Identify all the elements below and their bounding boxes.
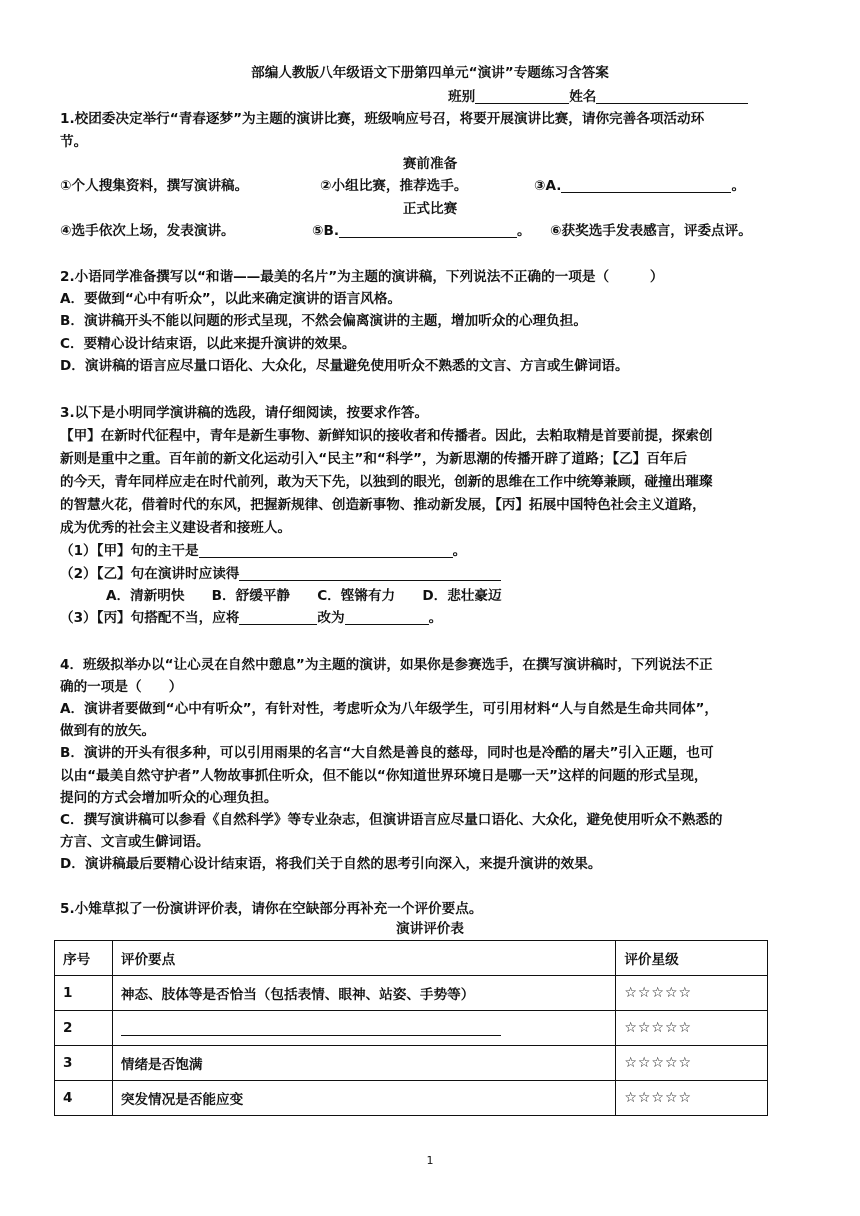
q3-blank-3b[interactable]	[345, 608, 429, 625]
row-number: 4	[55, 1081, 113, 1116]
table-row	[55, 976, 768, 1011]
table-title: 演讲评价表	[396, 921, 464, 937]
star-rating: ☆☆☆☆☆	[616, 976, 768, 1011]
q4-option-c-line1: C．撰写演讲稿可以参看《自然科学》等专业杂志，但演讲语言应尽量口语化、大众化，避免使用听众不熟悉的	[60, 812, 723, 828]
page-title: 部编人教版八年级语文下册第四单元“演讲”专题练习含答案	[251, 65, 609, 81]
q1-item-3: ③A. 。	[534, 178, 746, 194]
q2-stem: 2.小语同学准备撰写以“和谐——最美的名片”为主题的演讲稿，下列说法不正确的一项是（ ）	[60, 269, 664, 285]
q1-item-5: ⑤B. 。	[312, 223, 531, 239]
q4-stem-line2: 确的一项是（ ）	[60, 679, 183, 695]
q3-passage-line3: 的今天，青年同样应走在时代前列，敢为天下先，以独到的眼光，创新的思维在工作中统筹兼顾，碰撞出璀璨	[60, 474, 713, 490]
q4-option-d: D．演讲稿最后要精心设计结束语，将我们关于自然的思考引向深入，来提升演讲的效果。	[60, 856, 602, 872]
q3-blank-2[interactable]	[239, 564, 501, 581]
header-rating: 评价星级	[616, 941, 768, 976]
q4-stem-line1: 4．班级拟举办以“让心灵在自然中憩息”为主题的演讲，如果你是参赛选手，在撰写演讲稿时，下列说法不正	[60, 657, 713, 673]
q1-heading-prep: 赛前准备	[402, 156, 458, 172]
name-blank[interactable]	[596, 87, 748, 104]
q3-passage-line4: 的智慧火花，借着时代的东风，把握新规律、创造新事物、推动新发展，【丙】拓展中国特色社会主义道路，	[60, 497, 706, 513]
q3-blank-3a[interactable]	[239, 608, 317, 625]
row-point: 神态、肢体等是否恰当（包括表情、眼神、站姿、手势等）	[112, 976, 615, 1011]
student-info	[448, 86, 748, 108]
q1-stem-line1: 1.校团委决定举行“青春逐梦”为主题的演讲比赛，班级响应号召，将要开展演讲比赛，请你完善各项活动环	[60, 111, 705, 127]
class-blank[interactable]	[475, 87, 569, 104]
q4-option-a-line2: 做到有的放矢。	[60, 723, 156, 739]
star-rating: ☆☆☆☆☆	[616, 1081, 768, 1116]
table-row	[55, 1081, 768, 1116]
row-number: 3	[55, 1046, 113, 1081]
q1-heading-formal: 正式比赛	[402, 201, 458, 217]
q2-option-d: D．演讲稿的语言应尽量口语化、大众化，尽量避免使用听众不熟悉的文言、方言或生僻词语。	[60, 358, 629, 374]
q3-blank-1[interactable]	[199, 541, 453, 558]
q3-sub-2: （2）【乙】句在演讲时应读得	[60, 563, 501, 585]
q1-item-1: ①个人搜集资料，撰写演讲稿。	[60, 178, 249, 194]
row-point: 情绪是否饱满	[112, 1046, 615, 1081]
q4-option-b-line2: 以由“最美自然守护者”人物故事抓住听众，但不能以“你知道世界环境日是哪一天”这样的问题的形式呈现，	[60, 768, 708, 784]
q3-sub-2-options: A．清新明快 B．舒缓平静 C．铿锵有力 D．悲壮豪迈	[106, 588, 502, 604]
q3-sub-1: （1）【甲】句的主干是 。	[60, 543, 467, 559]
q1-blank-a[interactable]	[561, 176, 731, 193]
q1-item-4: ④选手依次上场，发表演讲。	[60, 223, 235, 239]
q3-stem: 3.以下是小明同学演讲稿的选段，请仔细阅读，按要求作答。	[60, 405, 429, 421]
q4-option-b-line1: B．演讲的开头有很多种，可以引用雨果的名言“大自然是善良的慈母，同时也是冷酷的屠夫”引入正题，也可	[60, 745, 714, 761]
q4-option-a-line1: A．演讲者要做到“心中有听众”，有针对性，考虑听众为八年级学生，可引用材料“人与自然是生命共同体”，	[60, 701, 718, 717]
star-rating: ☆☆☆☆☆	[616, 1046, 768, 1081]
row-number: 1	[55, 976, 113, 1011]
class-label: 班别	[448, 89, 476, 105]
q5-answer-blank[interactable]	[121, 1019, 501, 1036]
table-row	[55, 1011, 768, 1046]
q4-option-b-line3: 提问的方式会增加听众的心理负担。	[60, 790, 278, 806]
q3-sub-3: （3）【丙】句搭配不当，应将 改为 。	[60, 610, 443, 626]
q3-passage-line5: 成为优秀的社会主义建设者和接班人。	[60, 520, 292, 536]
star-rating: ☆☆☆☆☆	[616, 1011, 768, 1046]
q5-stem: 5.小雉草拟了一份演讲评价表，请你在空缺部分再补充一个评价要点。	[60, 901, 483, 917]
row-point: 突发情况是否能应变	[112, 1081, 615, 1116]
header-number: 序号	[55, 941, 113, 976]
q3-passage-line2: 新则是重中之重。百年前的新文化运动引入“民主”和“科学”，为新思潮的传播开辟了道路；【乙】百年后	[60, 451, 688, 467]
page-number: 1	[426, 1154, 434, 1167]
q2-option-c: C．要精心设计结束语，以此来提升演讲的效果。	[60, 336, 356, 352]
q1-blank-b[interactable]	[339, 221, 517, 238]
table-header-row	[55, 941, 768, 976]
q3-passage-line1: 【甲】在新时代征程中，青年是新生事物、新鲜知识的接收者和传播者。因此，去粕取精是首要前提，探索创	[60, 428, 713, 444]
table-row	[55, 1046, 768, 1081]
q1-item-6: ⑥获奖选手发表感言，评委点评。	[550, 223, 752, 239]
q2-option-a: A．要做到“心中有听众”，以此来确定演讲的语言风格。	[60, 291, 402, 307]
row-point-blank-cell	[112, 1011, 615, 1046]
header-point: 评价要点	[112, 941, 615, 976]
q4-option-c-line2: 方言、文言或生僻词语。	[60, 834, 210, 850]
name-label: 姓名	[569, 89, 597, 105]
q2-option-b: B．演讲稿开头不能以问题的形式呈现，不然会偏离演讲的主题，增加听众的心理负担。	[60, 313, 587, 329]
row-number: 2	[55, 1011, 113, 1046]
q1-stem-line2: 节。	[60, 134, 88, 150]
evaluation-table	[54, 940, 768, 1116]
q1-item-2: ②小组比赛，推荐选手。	[320, 178, 468, 194]
